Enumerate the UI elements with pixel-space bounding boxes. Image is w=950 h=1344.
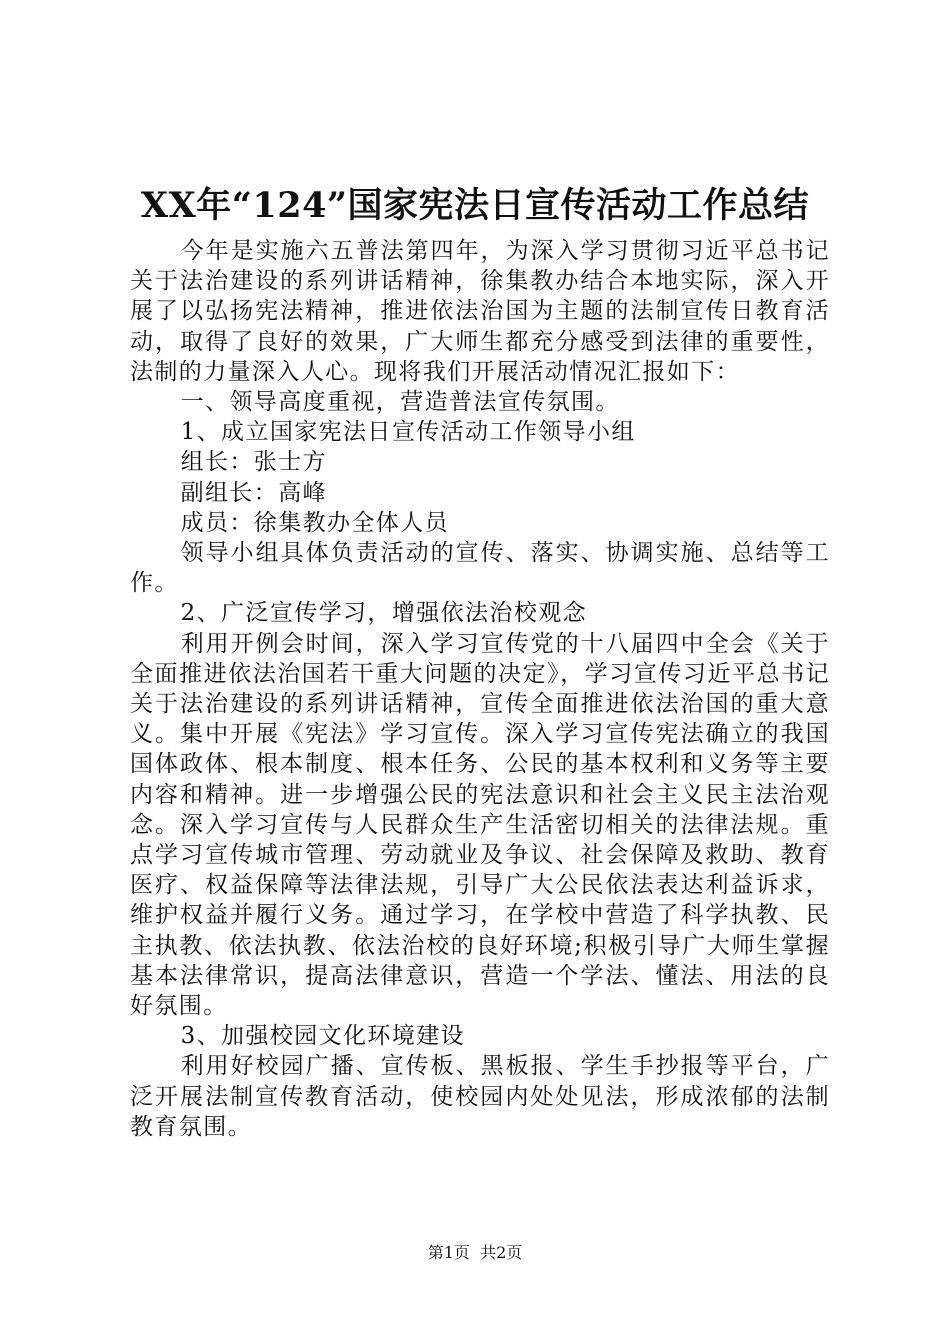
paragraph-study-publicity: 利用开例会时间，深入学习宣传党的十八届四中全会《关于全面推进依法治国若干重大问题的决定》，学习宣传习近平总书记关于法治建设的系列讲话精神，宣传全面推进依法治国的重大意义。集中开展《宪法》学习宣传。深入学习宣传宪法确立的我国国体政体、根本制度、根本任务、公民的基本权利和义务等主要内容和精神。进一步增强公民的宪法意识和社会主义民主法治观念。深入学习宣传与人民群众生产生活密切相关的法律法规。重点学习宣传城市管理、劳动就业及争议、社会保障及救助、教育医疗、权益保障等法律法规，引导广大公民依法表达利益诉求，维护权益并履行义务。通过学习，在学校中营造了科学执教、民主执教、依法执教、依法治校的良好环境;积极引导广大师生掌握基本法律常识，提高法律意识，营造一个学法、懂法、用法的良好氛围。 — [130, 630, 830, 1020]
paragraph-group-duties: 领导小组具体负责活动的宣传、落实、协调实施、总结等工作。 — [130, 540, 830, 597]
subsection-heading-2: 2、广泛宣传学习，增强依法治校观念 — [180, 600, 588, 627]
page-footer — [0, 1242, 950, 1264]
subsection-heading-3: 3、加强校园文化环境建设 — [180, 1023, 466, 1050]
group-leader-line: 组长：张士方 — [180, 449, 327, 476]
deputy-leader-line: 副组长：高峰 — [180, 479, 327, 506]
section-heading-1: 一、领导高度重视，营造普法宣传氛围。 — [180, 389, 620, 416]
paragraph-campus-culture: 利用好校园广播、宣传板、黑板报、学生手抄报等平台，广泛开展法制宣传教育活动，使校园内处处见法，形成浓郁的法制教育氛围。 — [130, 1053, 830, 1140]
paragraph-intro: 今年是实施六五普法第四年，为深入学习贯彻习近平总书记关于法治建设的系列讲话精神，徐集教办结合本地实际，深入开展了以弘扬宪法精神，推进依法治国为主题的法制宣传日教育活动，取得了良好的效果，广大师生都充分感受到法律的重要性，法制的力量深入人心。现将我们开展活动情况汇报如下： — [130, 238, 830, 385]
document-body — [130, 236, 830, 1142]
footer-spacer — [470, 1243, 480, 1262]
page-number-total: 共2页 — [480, 1243, 523, 1262]
subsection-heading-1: 1、成立国家宪法日宣传活动工作领导小组 — [180, 419, 636, 446]
members-line: 成员：徐集教办全体人员 — [180, 509, 449, 536]
page-number-current: 第1页 — [427, 1243, 470, 1262]
document-title: XX年“124”国家宪法日宣传活动工作总结 — [140, 185, 810, 226]
